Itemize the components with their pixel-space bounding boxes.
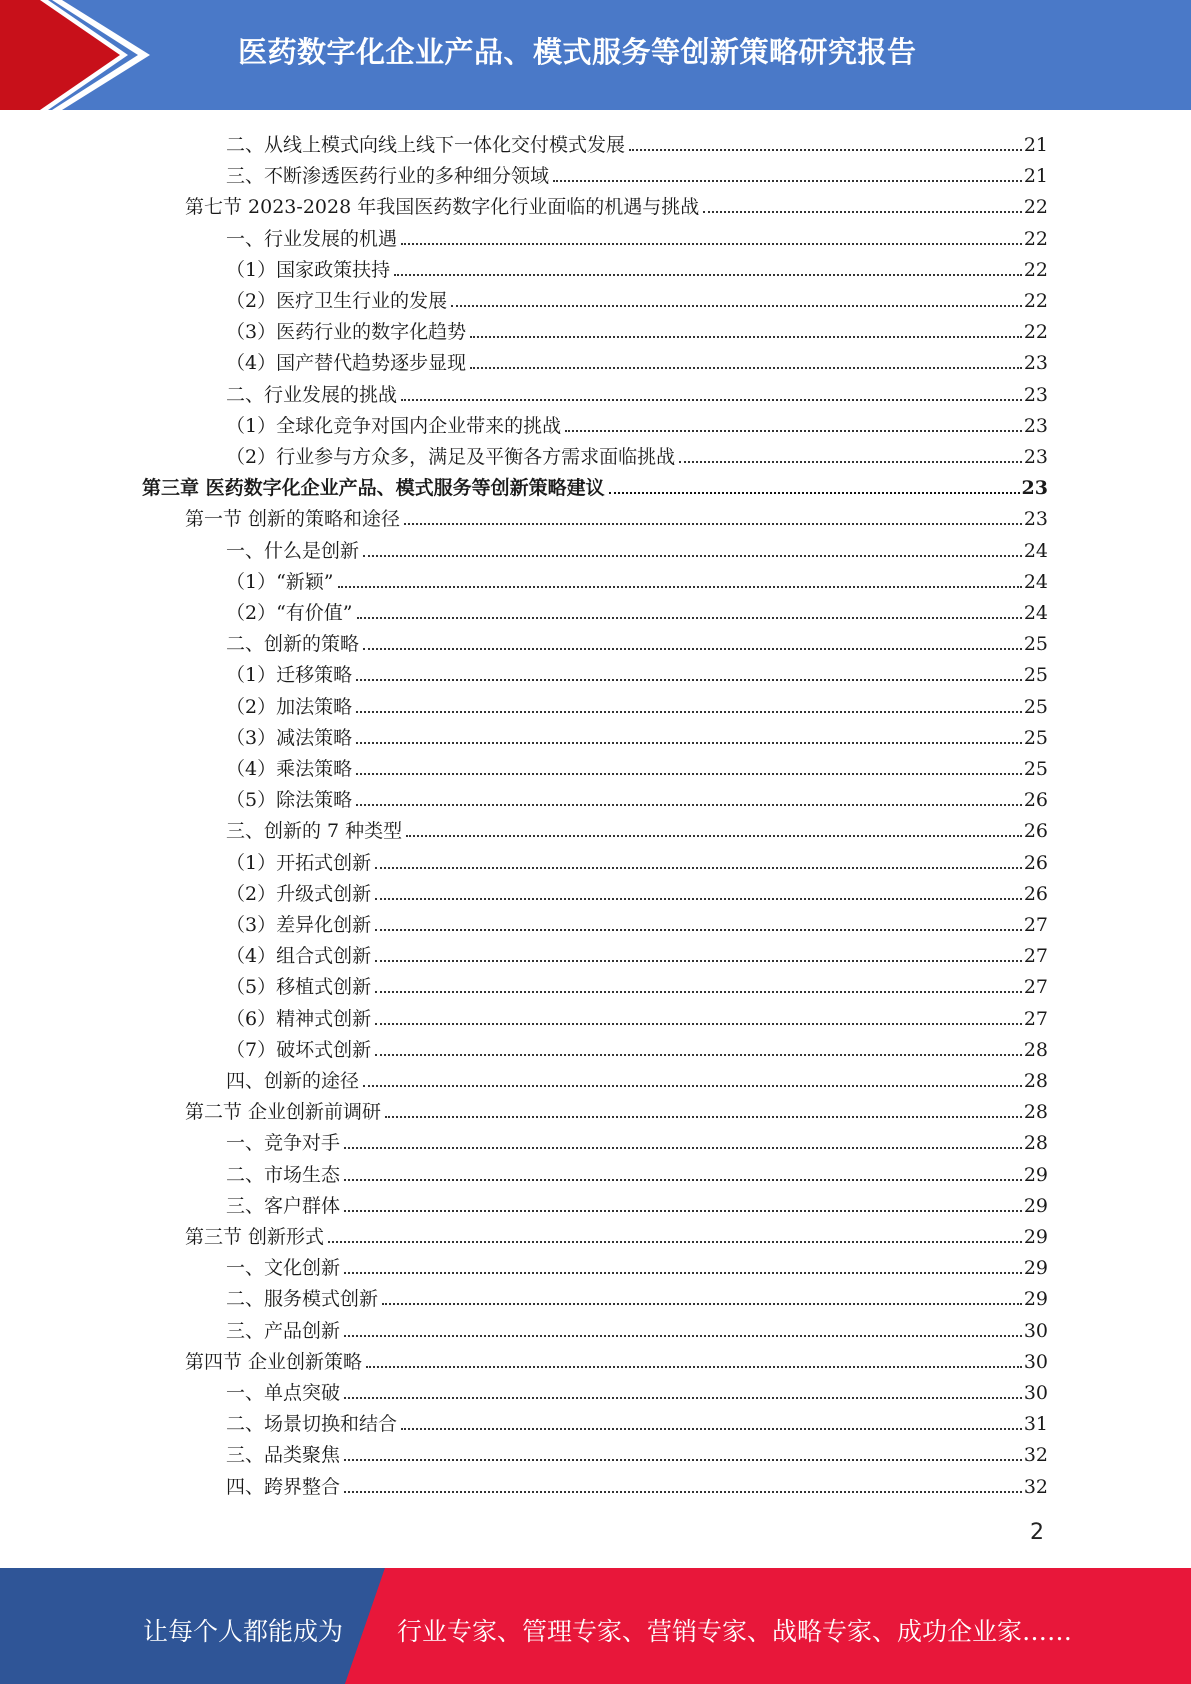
toc-entry-page: 24 [1023, 602, 1048, 624]
toc-entry[interactable] [226, 812, 1048, 843]
toc-entry-page: 28 [1023, 1038, 1048, 1061]
toc-entry[interactable] [226, 1468, 1048, 1499]
toc-entry-title: （3）减法策略 [226, 726, 353, 749]
toc-entry[interactable] [226, 563, 1048, 594]
toc-leader-dots [629, 149, 1022, 151]
toc-entry-title: 第三节 创新形式 [185, 1226, 325, 1248]
toc-entry[interactable] [226, 157, 1048, 188]
toc-entry-page: 23 [1023, 508, 1048, 531]
toc-leader-dots [385, 1116, 1022, 1118]
toc-entry[interactable] [226, 1405, 1048, 1436]
toc-entry-title: 二、市场生态 [226, 1163, 341, 1186]
toc-leader-dots [565, 430, 1022, 432]
toc-entry-title: 二、行业发展的挑战 [226, 383, 398, 406]
toc-entry-page: 22 [1023, 321, 1048, 344]
toc-entry-page: 25 [1023, 726, 1048, 749]
toc-entry-title: 一、竞争对手 [226, 1132, 341, 1155]
toc-entry-page: 24 [1023, 539, 1048, 562]
toc-leader-dots [344, 1491, 1022, 1493]
toc-leader-dots [344, 1459, 1022, 1461]
toc-entry[interactable] [226, 1249, 1048, 1280]
footer-slogan-right: 行业专家、管理专家、营销专家、战略专家、成功企业家…… [397, 1617, 1073, 1646]
report-title: 医药数字化企业产品、模式服务等创新策略研究报告 [238, 35, 917, 69]
toc-leader-dots [451, 305, 1022, 307]
toc-leader-dots [356, 711, 1022, 713]
toc-entry[interactable] [226, 1436, 1048, 1467]
toc-entry[interactable] [226, 1280, 1048, 1311]
toc-entry-page: 30 [1023, 1350, 1048, 1373]
toc-entry[interactable] [185, 1218, 1048, 1249]
toc-entry[interactable] [226, 313, 1048, 344]
toc-entry-title: 一、行业发展的机遇 [226, 227, 398, 250]
toc-leader-dots [375, 1023, 1022, 1025]
toc-entry[interactable] [226, 844, 1048, 875]
toc-entry[interactable] [226, 750, 1048, 781]
toc-entry-page: 23 [1023, 383, 1048, 406]
toc-entry-page: 23 [1023, 414, 1048, 437]
toc-entry[interactable] [226, 968, 1048, 999]
toc-entry-title: 三、不断渗透医药行业的多种细分领域 [226, 165, 550, 188]
toc-entry-page: 23 [1021, 477, 1048, 500]
toc-entry-title: （2）“有价值” [226, 602, 353, 624]
toc-entry-title: （2）行业参与方众多，满足及平衡各方需求面临挑战 [226, 446, 676, 468]
toc-leader-dots [404, 523, 1022, 525]
toc-leader-dots [363, 1085, 1022, 1087]
toc-leader-dots [344, 1397, 1022, 1399]
toc-entry-page: 32 [1023, 1475, 1048, 1498]
toc-entry-title: （3）差异化创新 [226, 914, 372, 936]
toc-entry[interactable] [185, 500, 1048, 531]
toc-leader-dots [344, 1272, 1022, 1274]
toc-entry-page: 31 [1023, 1413, 1048, 1436]
toc-leader-dots [344, 1179, 1022, 1181]
toc-leader-dots [382, 1303, 1022, 1305]
toc-leader-dots [375, 1054, 1022, 1056]
toc-entry[interactable] [226, 1312, 1048, 1343]
toc-entry[interactable] [226, 937, 1048, 968]
toc-entry-title: 第三章 医药数字化企业产品、模式服务等创新策略建议 [142, 477, 605, 500]
toc-entry[interactable] [226, 719, 1048, 750]
toc-entry-page: 27 [1023, 945, 1048, 968]
header-banner [0, 0, 1191, 110]
toc-entry[interactable] [226, 1187, 1048, 1218]
toc-entry[interactable] [226, 1031, 1048, 1062]
toc-entry-page: 22 [1023, 196, 1048, 219]
toc-entry-page: 32 [1023, 1444, 1048, 1467]
toc-entry-title: （1）全球化竞争对国内企业带来的挑战 [226, 414, 562, 437]
toc-entry-title: （4）组合式创新 [226, 945, 372, 968]
toc-entry[interactable] [226, 344, 1048, 375]
toc-leader-dots [375, 960, 1022, 962]
toc-entry-page: 30 [1023, 1382, 1048, 1404]
toc-entry[interactable] [226, 594, 1048, 625]
toc-entry-page: 29 [1023, 1288, 1048, 1311]
chevron-logo-icon [0, 0, 160, 110]
toc-entry-page: 27 [1023, 976, 1048, 999]
toc-entry-title: 第一节 创新的策略和途径 [185, 508, 401, 531]
toc-entry-page: 25 [1023, 664, 1048, 687]
toc-leader-dots [609, 492, 1020, 494]
toc-entry[interactable] [226, 376, 1048, 407]
toc-leader-dots [703, 211, 1022, 213]
toc-entry-page: 28 [1023, 1101, 1048, 1124]
toc-entry-title: 一、什么是创新 [226, 539, 360, 562]
toc-entry-title: 三、品类聚焦 [226, 1444, 341, 1467]
toc-leader-dots [344, 1210, 1022, 1212]
toc-entry[interactable] [226, 906, 1048, 937]
toc-entry-title: （7）破坏式创新 [226, 1038, 372, 1061]
toc-entry-page: 25 [1023, 633, 1048, 656]
toc-entry-title: （5）移植式创新 [226, 976, 372, 999]
toc-leader-dots [375, 929, 1022, 931]
toc-entry[interactable] [226, 875, 1048, 906]
toc-entry[interactable] [226, 282, 1048, 313]
toc-leader-dots [401, 243, 1022, 245]
toc-entry[interactable] [226, 688, 1048, 719]
page-number: 2 [1030, 1520, 1044, 1545]
toc-entry[interactable] [226, 438, 1048, 469]
toc-leader-dots [470, 367, 1022, 369]
toc-entry[interactable] [226, 656, 1048, 687]
toc-entry-title: （2）医疗卫生行业的发展 [226, 290, 448, 312]
toc-entry-page: 22 [1023, 227, 1048, 250]
toc-entry-page: 23 [1023, 446, 1048, 468]
footer-slogan-left: 让每个人都能成为 [143, 1617, 344, 1646]
toc-entry-title: （1）国家政策扶持 [226, 258, 391, 281]
toc-entry-title: （2）升级式创新 [226, 882, 372, 905]
toc-leader-dots [375, 898, 1022, 900]
toc-entry-title: 三、创新的 7 种类型 [226, 820, 403, 843]
toc-entry[interactable] [142, 469, 1048, 500]
toc-entry-page: 28 [1023, 1070, 1048, 1092]
toc-entry-title: 四、跨界整合 [226, 1475, 341, 1498]
footer-banner [0, 1568, 1191, 1684]
toc-entry-page: 30 [1023, 1319, 1048, 1342]
toc-leader-dots [344, 1335, 1022, 1337]
toc-leader-dots [328, 1241, 1022, 1243]
toc-entry-title: 一、单点突破 [226, 1382, 341, 1404]
toc-entry[interactable] [226, 1062, 1048, 1093]
toc-entry-title: （5）除法策略 [226, 789, 353, 812]
toc-leader-dots [406, 835, 1022, 837]
toc-entry[interactable] [226, 1124, 1048, 1155]
toc-entry-title: （1）“新颖” [226, 570, 334, 593]
toc-entry-title: （1）迁移策略 [226, 664, 353, 687]
toc-entry-page: 24 [1023, 570, 1048, 593]
toc-entry-title: 一、文化创新 [226, 1257, 341, 1280]
toc-entry[interactable] [226, 407, 1048, 438]
toc-entry[interactable] [185, 1343, 1048, 1374]
toc-entry-title: 二、创新的策略 [226, 633, 360, 656]
toc-entry-title: 二、服务模式创新 [226, 1288, 379, 1311]
toc-entry[interactable] [226, 220, 1048, 251]
toc-entry-title: （1）开拓式创新 [226, 851, 372, 874]
toc-entry[interactable] [226, 1000, 1048, 1031]
toc-leader-dots [470, 336, 1022, 338]
toc-entry-page: 26 [1023, 820, 1048, 843]
toc-entry-page: 26 [1023, 882, 1048, 905]
toc-leader-dots [363, 555, 1022, 557]
toc-leader-dots [338, 586, 1022, 588]
toc-entry[interactable] [226, 532, 1048, 563]
toc-entry[interactable] [226, 251, 1048, 282]
toc-entry[interactable] [226, 1374, 1048, 1405]
toc-entry-page: 25 [1023, 758, 1048, 780]
toc-entry-title: （3）医药行业的数字化趋势 [226, 321, 467, 344]
toc-leader-dots [357, 617, 1022, 619]
toc-entry-page: 27 [1023, 914, 1048, 936]
toc-entry-page: 29 [1023, 1163, 1048, 1186]
toc-leader-dots [553, 180, 1022, 182]
toc-entry-title: 第七节 2023-2028 年我国医药数字化行业面临的机遇与挑战 [185, 196, 700, 219]
toc-entry-page: 25 [1023, 695, 1048, 718]
toc-leader-dots [356, 679, 1022, 681]
toc-entry-page: 21 [1023, 134, 1048, 156]
toc-entry-page: 22 [1023, 290, 1048, 312]
toc-leader-dots [679, 461, 1022, 463]
toc-entry-title: 第四节 企业创新策略 [185, 1350, 363, 1373]
toc-entry[interactable] [226, 781, 1048, 812]
toc-leader-dots [363, 648, 1022, 650]
toc-leader-dots [356, 804, 1022, 806]
toc-entry-page: 29 [1023, 1257, 1048, 1280]
toc-entry-title: （4）乘法策略 [226, 758, 353, 780]
toc-entry-page: 26 [1023, 789, 1048, 812]
toc-entry-page: 21 [1023, 165, 1048, 188]
toc-entry-title: 三、客户群体 [226, 1194, 341, 1217]
toc-leader-dots [375, 991, 1022, 993]
toc-entry-page: 26 [1023, 851, 1048, 874]
toc-entry-title: 二、场景切换和结合 [226, 1413, 398, 1436]
toc-leader-dots [356, 773, 1022, 775]
toc-entry[interactable] [226, 625, 1048, 656]
toc-entry[interactable] [185, 188, 1048, 219]
toc-leader-dots [344, 1147, 1022, 1149]
toc-leader-dots [356, 742, 1022, 744]
toc-leader-dots [401, 399, 1022, 401]
toc-entry-title: （6）精神式创新 [226, 1007, 372, 1030]
toc-entry[interactable] [226, 1156, 1048, 1187]
toc-leader-dots [375, 867, 1022, 869]
toc-entry-page: 23 [1023, 352, 1048, 375]
toc-entry[interactable] [226, 126, 1048, 157]
toc-leader-dots [366, 1366, 1022, 1368]
toc-leader-dots [401, 1428, 1022, 1430]
toc-leader-dots [394, 274, 1022, 276]
toc-entry-page: 27 [1023, 1007, 1048, 1030]
toc-entry-title: （2）加法策略 [226, 695, 353, 718]
toc-entry-page: 29 [1023, 1226, 1048, 1248]
toc-entry-title: 二、从线上模式向线上线下一体化交付模式发展 [226, 134, 626, 156]
toc-entry[interactable] [185, 1093, 1048, 1124]
toc-entry-title: （4）国产替代趋势逐步显现 [226, 352, 467, 375]
toc-entry-title: 三、产品创新 [226, 1319, 341, 1342]
toc-entry-title: 第二节 企业创新前调研 [185, 1101, 382, 1124]
toc-entry-page: 22 [1023, 258, 1048, 281]
toc-entry-page: 28 [1023, 1132, 1048, 1155]
toc-entry-page: 29 [1023, 1194, 1048, 1217]
toc-entry-title: 四、创新的途径 [226, 1070, 360, 1092]
